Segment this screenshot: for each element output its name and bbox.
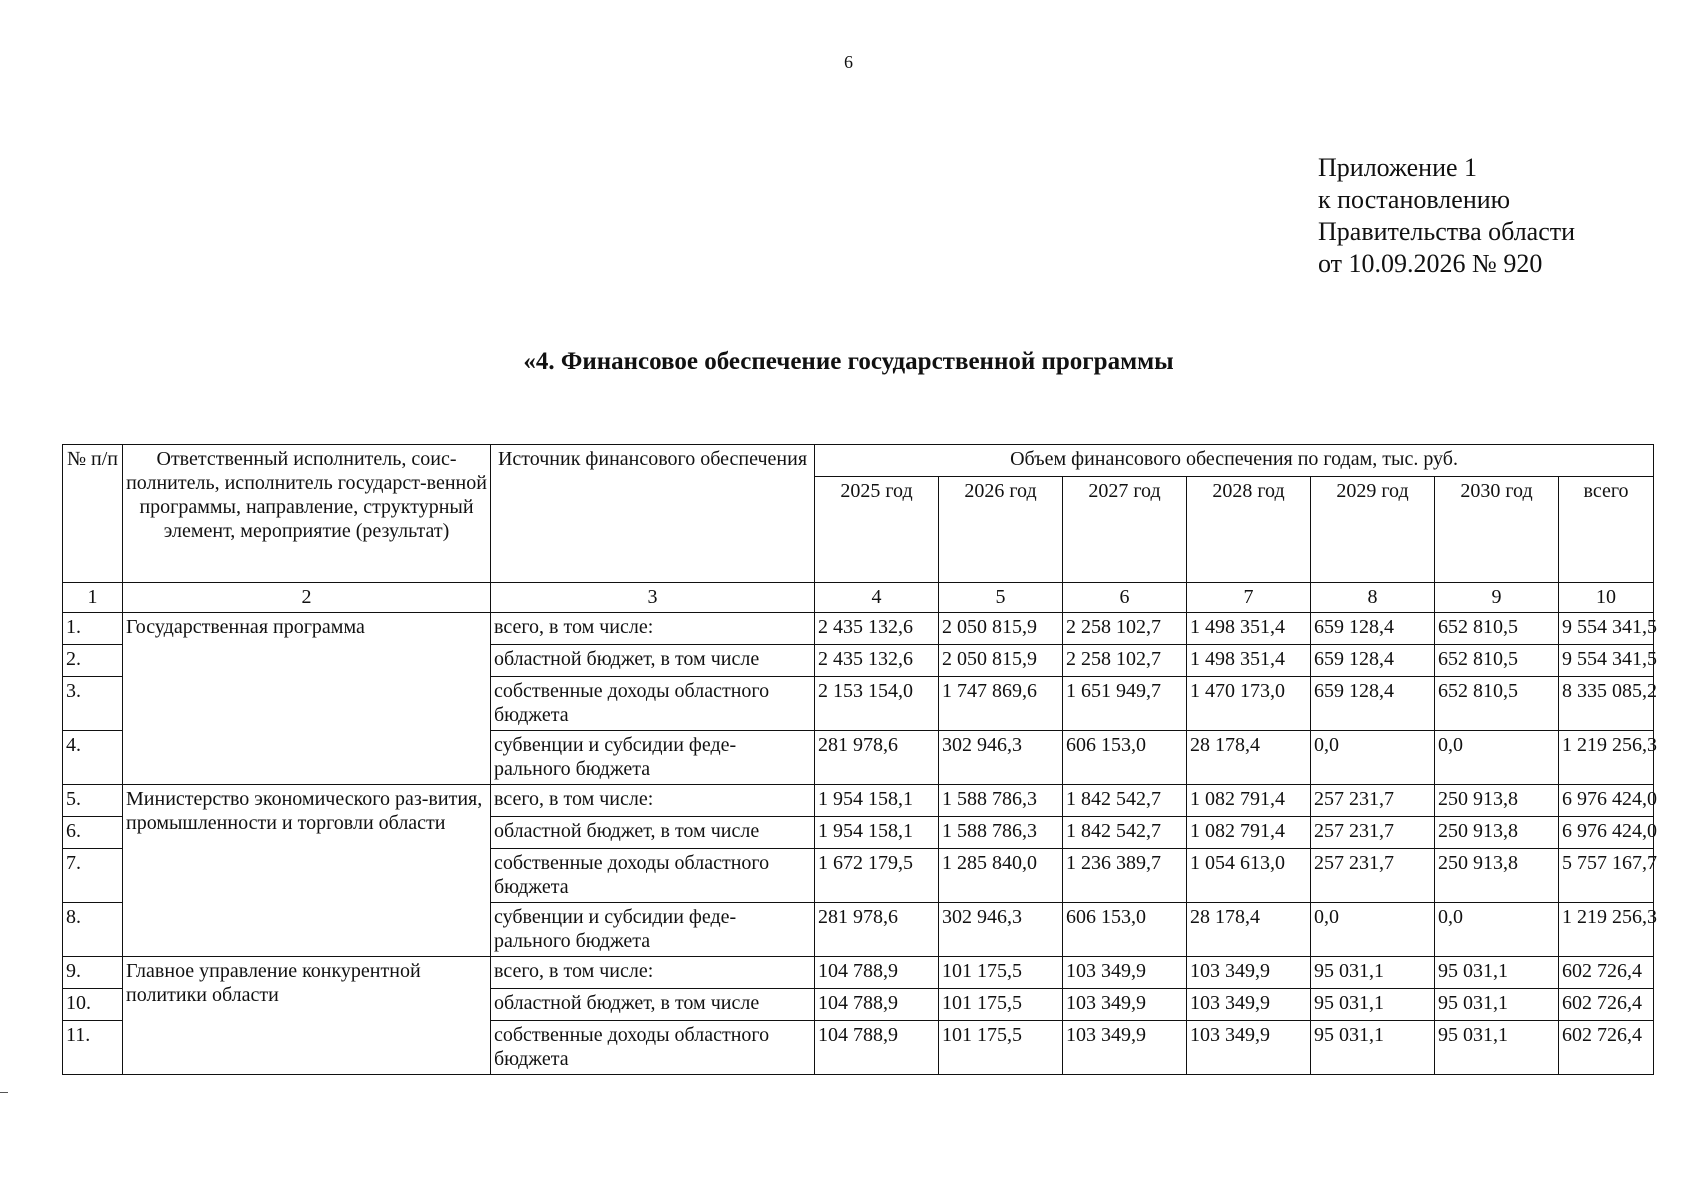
value-cell: 1 672 179,5 — [815, 849, 939, 903]
value-cell: 104 788,9 — [815, 957, 939, 989]
total-cell: 9 554 341,5 — [1559, 613, 1654, 645]
table-row — [63, 613, 1654, 645]
header-total: всего — [1559, 477, 1654, 583]
value-cell: 250 913,8 — [1435, 849, 1559, 903]
value-cell: 2 258 102,7 — [1063, 645, 1187, 677]
source-cell: всего, в том числе: — [491, 957, 815, 989]
value-cell: 250 913,8 — [1435, 817, 1559, 849]
source-cell: областной бюджет, в том числе — [491, 817, 815, 849]
value-cell: 103 349,9 — [1187, 1021, 1311, 1075]
row-number: 5. — [63, 785, 123, 817]
value-cell: 103 349,9 — [1063, 989, 1187, 1021]
value-cell: 101 175,5 — [939, 989, 1063, 1021]
column-number: 8 — [1311, 583, 1435, 613]
source-cell: собственные доходы областного бюджета — [491, 1021, 815, 1075]
row-number: 10. — [63, 989, 123, 1021]
value-cell: 2 258 102,7 — [1063, 613, 1187, 645]
total-cell: 1 219 256,3 — [1559, 731, 1654, 785]
row-number: 9. — [63, 957, 123, 989]
total-cell: 602 726,4 — [1559, 1021, 1654, 1075]
column-number: 9 — [1435, 583, 1559, 613]
header-year: 2029 год — [1311, 477, 1435, 583]
value-cell: 95 031,1 — [1311, 1021, 1435, 1075]
source-cell: областной бюджет, в том числе — [491, 645, 815, 677]
value-cell: 1 651 949,7 — [1063, 677, 1187, 731]
total-cell: 6 976 424,0 — [1559, 817, 1654, 849]
column-number: 7 — [1187, 583, 1311, 613]
value-cell: 2 050 815,9 — [939, 613, 1063, 645]
column-number: 3 — [491, 583, 815, 613]
appendix-block — [1318, 152, 1575, 280]
value-cell: 95 031,1 — [1435, 957, 1559, 989]
value-cell: 652 810,5 — [1435, 613, 1559, 645]
table-body — [63, 613, 1657, 1075]
value-cell: 1 285 840,0 — [939, 849, 1063, 903]
header-volume: Объем финансового обеспечения по годам, тыс. руб. — [815, 445, 1654, 477]
value-cell: 1 498 351,4 — [1187, 645, 1311, 677]
column-number: 10 — [1559, 583, 1654, 613]
header-executor: Ответственный исполнитель, соис-полнитель, исполнитель государст-венной программы, направление, структурный элемент, мероприятие (результат) — [123, 445, 491, 583]
column-number: 1 — [63, 583, 123, 613]
source-cell: всего, в том числе: — [491, 613, 815, 645]
value-cell: 1 954 158,1 — [815, 817, 939, 849]
value-cell: 1 588 786,3 — [939, 785, 1063, 817]
total-cell: 5 757 167,7 — [1559, 849, 1654, 903]
appendix-line: от 10.09.2026 № 920 — [1318, 249, 1543, 278]
total-cell: 602 726,4 — [1559, 957, 1654, 989]
value-cell: 1 498 351,4 — [1187, 613, 1311, 645]
source-cell: субвенции и субсидии феде-рального бюджета — [491, 731, 815, 785]
appendix-line: к постановлению — [1318, 185, 1511, 214]
column-number: 2 — [123, 583, 491, 613]
table-row — [63, 957, 1654, 989]
value-cell: 281 978,6 — [815, 731, 939, 785]
value-cell: 95 031,1 — [1311, 957, 1435, 989]
value-cell: 103 349,9 — [1063, 957, 1187, 989]
value-cell: 2 050 815,9 — [939, 645, 1063, 677]
value-cell: 104 788,9 — [815, 1021, 939, 1075]
total-cell: 6 976 424,0 — [1559, 785, 1654, 817]
column-number: 4 — [815, 583, 939, 613]
value-cell: 1 082 791,4 — [1187, 817, 1311, 849]
source-cell: собственные доходы областного бюджета — [491, 849, 815, 903]
row-number: 2. — [63, 645, 123, 677]
value-cell: 28 178,4 — [1187, 731, 1311, 785]
value-cell: 302 946,3 — [939, 903, 1063, 957]
appendix-line: Правительства области — [1318, 217, 1576, 246]
value-cell: 652 810,5 — [1435, 677, 1559, 731]
source-cell: областной бюджет, в том числе — [491, 989, 815, 1021]
value-cell: 1 747 869,6 — [939, 677, 1063, 731]
value-cell: 95 031,1 — [1435, 989, 1559, 1021]
total-cell: 8 335 085,2 — [1559, 677, 1654, 731]
row-number: 7. — [63, 849, 123, 903]
header-year: 2025 год — [815, 477, 939, 583]
value-cell: 103 349,9 — [1187, 957, 1311, 989]
page-number: 6 — [844, 52, 853, 72]
value-cell: 1 470 173,0 — [1187, 677, 1311, 731]
value-cell: 95 031,1 — [1435, 1021, 1559, 1075]
value-cell: 257 231,7 — [1311, 785, 1435, 817]
value-cell: 257 231,7 — [1311, 849, 1435, 903]
value-cell: 0,0 — [1311, 903, 1435, 957]
header-source: Источник финансового обеспечения — [491, 445, 815, 583]
value-cell: 659 128,4 — [1311, 613, 1435, 645]
total-cell: 9 554 341,5 — [1559, 645, 1654, 677]
value-cell: 257 231,7 — [1311, 817, 1435, 849]
header-num: № п/п — [63, 445, 123, 583]
value-cell: 1 054 613,0 — [1187, 849, 1311, 903]
value-cell: 95 031,1 — [1311, 989, 1435, 1021]
table-row — [63, 785, 1654, 817]
total-cell: 1 219 256,3 — [1559, 903, 1654, 957]
document-title: «4. Финансовое обеспечение государственной программы — [523, 348, 1174, 375]
value-cell: 659 128,4 — [1311, 645, 1435, 677]
value-cell: 606 153,0 — [1063, 731, 1187, 785]
executor-cell: Министерство экономического раз-вития, промышленности и торговли области — [123, 785, 491, 957]
column-number-row — [63, 583, 1654, 613]
value-cell: 250 913,8 — [1435, 785, 1559, 817]
value-cell: 1 842 542,7 — [1063, 817, 1187, 849]
executor-cell: Главное управление конкурентной политики области — [123, 957, 491, 1075]
value-cell: 0,0 — [1435, 903, 1559, 957]
row-number: 4. — [63, 731, 123, 785]
row-number: 8. — [63, 903, 123, 957]
source-cell: всего, в том числе: — [491, 785, 815, 817]
value-cell: 2 435 132,6 — [815, 613, 939, 645]
value-cell: 1 082 791,4 — [1187, 785, 1311, 817]
value-cell: 104 788,9 — [815, 989, 939, 1021]
source-cell: субвенции и субсидии феде-рального бюджета — [491, 903, 815, 957]
value-cell: 652 810,5 — [1435, 645, 1559, 677]
value-cell: 101 175,5 — [939, 1021, 1063, 1075]
row-number: 1. — [63, 613, 123, 645]
value-cell: 659 128,4 — [1311, 677, 1435, 731]
value-cell: 28 178,4 — [1187, 903, 1311, 957]
total-cell: 602 726,4 — [1559, 989, 1654, 1021]
financing-table — [62, 444, 1657, 1075]
value-cell: 1 954 158,1 — [815, 785, 939, 817]
header-year: 2028 год — [1187, 477, 1311, 583]
column-number: 6 — [1063, 583, 1187, 613]
value-cell: 0,0 — [1311, 731, 1435, 785]
executor-cell: Государственная программа — [123, 613, 491, 785]
value-cell: 2 153 154,0 — [815, 677, 939, 731]
appendix-line: Приложение 1 — [1318, 153, 1478, 182]
value-cell: 101 175,5 — [939, 957, 1063, 989]
value-cell: 302 946,3 — [939, 731, 1063, 785]
row-number: 11. — [63, 1021, 123, 1075]
source-cell: собственные доходы областного бюджета — [491, 677, 815, 731]
row-number: 6. — [63, 817, 123, 849]
header-year: 2030 год — [1435, 477, 1559, 583]
value-cell: 2 435 132,6 — [815, 645, 939, 677]
header-year: 2027 год — [1063, 477, 1187, 583]
column-number: 5 — [939, 583, 1063, 613]
margin-mark — [0, 1092, 8, 1093]
header-year: 2026 год — [939, 477, 1063, 583]
value-cell: 103 349,9 — [1063, 1021, 1187, 1075]
value-cell: 281 978,6 — [815, 903, 939, 957]
value-cell: 606 153,0 — [1063, 903, 1187, 957]
value-cell: 103 349,9 — [1187, 989, 1311, 1021]
value-cell: 1 588 786,3 — [939, 817, 1063, 849]
value-cell: 1 236 389,7 — [1063, 849, 1187, 903]
value-cell: 1 842 542,7 — [1063, 785, 1187, 817]
value-cell: 0,0 — [1435, 731, 1559, 785]
row-number: 3. — [63, 677, 123, 731]
